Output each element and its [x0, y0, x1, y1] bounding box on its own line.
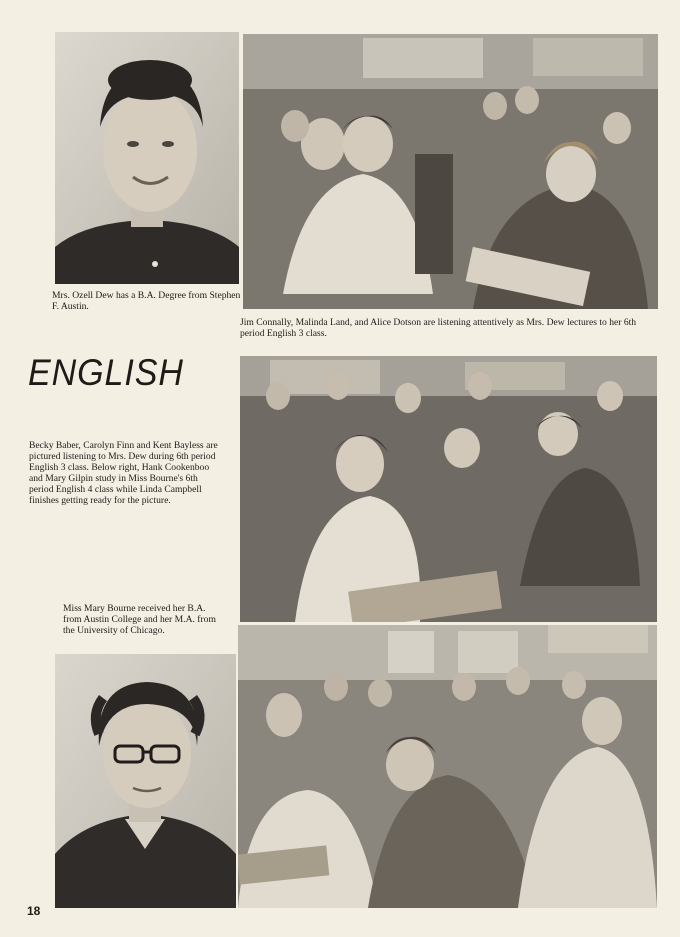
portrait-mary-bourne-image: [55, 654, 236, 908]
portrait-mary-bourne: [55, 654, 236, 908]
caption-bourne-portrait: Miss Mary Bourne received her B.A. from Austin College and her M.A. from the University of Chicago.: [63, 603, 216, 636]
portrait-ozell-dew-image: [55, 32, 239, 284]
caption-class-photo-top: Jim Connally, Malinda Land, and Alice Dotson are listening attentively as Mrs. Dew lectures to her 6th period English 3 class.: [240, 317, 637, 339]
class-photo-middle: [240, 356, 657, 622]
caption-dew-portrait: Mrs. Ozell Dew has a B.A. Degree from Stephen F. Austin.: [52, 290, 241, 312]
class-photo-bottom-image: [238, 625, 657, 908]
page-number: 18: [27, 904, 41, 918]
class-photo-bottom: [238, 625, 657, 908]
class-photo-top-image: [243, 34, 658, 309]
class-photo-top: [243, 34, 658, 309]
portrait-ozell-dew: [55, 32, 239, 284]
class-photo-middle-image: [240, 356, 657, 622]
section-title: ENGLISH: [28, 352, 184, 393]
caption-class-photos-middle: Becky Baber, Carolyn Finn and Kent Bayless are pictured listening to Mrs. Dew during 6th period English 3 class. Below right, Hank Cookenboo and Mary Gilpin study in Miss Bourne's 6th period English 4 class while Linda Campbell finishes getting ready for the picture.: [29, 440, 218, 506]
